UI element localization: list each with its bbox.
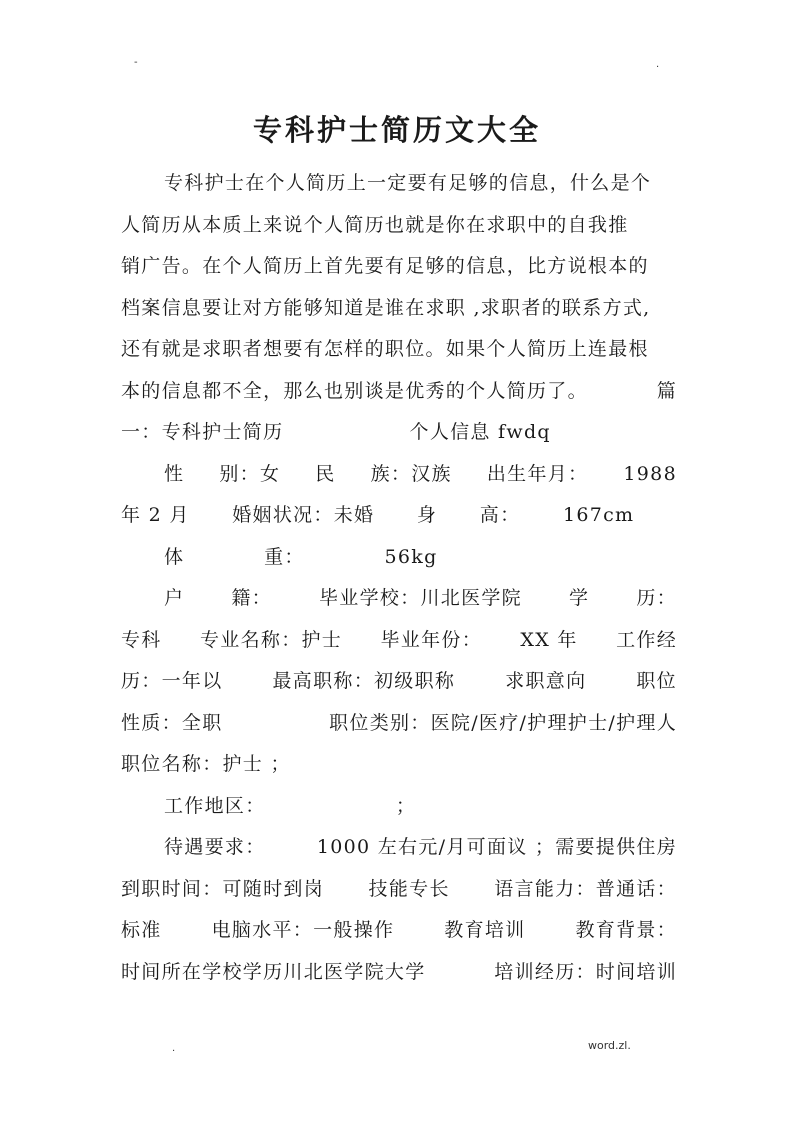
text-segment: ； (395, 794, 417, 817)
text-segment: 毕业学校：川北医学院 (318, 587, 522, 609)
text-segment: 还有就是求职者想要有怎样的职位。如果个人简历上连最根 (121, 338, 649, 360)
document-title: 专科护士简历文大全 (252, 113, 541, 147)
text-segment: 个人信息 fwdq (409, 421, 551, 443)
text-segment: 教育培训 (444, 919, 526, 941)
text-segment: 到职时间：可随时到岗 (121, 877, 325, 900)
text-segment: 技能专长 (368, 877, 450, 900)
text-line (121, 412, 677, 454)
text-segment: 专科 (121, 628, 162, 651)
corner-mark-top-left: - (134, 57, 138, 68)
text-segment: 职位类别：医院/医疗/护理护士/护理人 (329, 711, 677, 734)
text-segment: 历：一年以 (121, 670, 223, 692)
text-segment: 身 (416, 504, 438, 526)
text-segment: 销广告。在个人简历上首先要有足够的信息，比方说根本的 (121, 255, 649, 277)
text-segment: 篇 (656, 379, 677, 402)
text-segment: 56kg (384, 545, 438, 568)
text-line (121, 578, 677, 620)
text-segment: 167cm (562, 504, 635, 526)
text-segment: 年 2 月 (121, 504, 190, 526)
text-line (121, 246, 677, 288)
text-segment: 待遇要求： (164, 836, 266, 858)
text-segment: 重： (264, 545, 305, 568)
corner-mark-bottom-left: . (172, 1043, 176, 1054)
text-segment: 本的信息都不全，那么也别谈是优秀的个人简历了。 (121, 379, 588, 402)
text-segment: 别：女 (219, 462, 281, 485)
text-line (121, 163, 677, 205)
text-line (121, 744, 677, 786)
text-segment: 标准 (121, 919, 162, 941)
text-segment: 专业名称：护士 (200, 628, 343, 651)
text-segment: 户 (164, 587, 185, 609)
text-line (121, 205, 677, 247)
text-segment: 求职意向 (505, 670, 587, 692)
text-segment: 1000 左右元/月可面议 ；需要提供住房 (316, 836, 677, 858)
text-segment: 学 (569, 587, 590, 609)
text-line (121, 910, 677, 952)
text-line (121, 537, 677, 579)
text-segment: 毕业年份： (380, 628, 483, 651)
text-segment: 时间所在学校学历川北医学院大学 (121, 960, 426, 983)
text-line (121, 703, 677, 745)
text-segment: 族：汉族 (370, 462, 452, 485)
text-segment: 性 (164, 462, 185, 485)
document-body (121, 163, 677, 993)
text-line (121, 329, 677, 371)
text-segment: 最高职称：初级职称 (272, 670, 456, 692)
text-segment: 籍： (231, 587, 272, 609)
text-segment: 档案信息要让对方能够知道是谁在求职 ,求职者的联系方式, (121, 296, 651, 319)
text-segment: 历： (636, 587, 677, 609)
text-line (121, 620, 677, 662)
text-segment: 培训经历：时间培训 (494, 960, 677, 983)
text-segment: 性质：全职 (121, 711, 223, 734)
text-segment: 婚姻状况：未婚 (232, 504, 375, 526)
text-line (121, 661, 677, 703)
text-segment: 1988 (623, 462, 677, 485)
text-line (121, 952, 677, 994)
text-line (121, 288, 677, 330)
corner-mark-top-right: . (656, 59, 660, 70)
text-line (121, 454, 677, 496)
page-footer-label: word.zl. (588, 1039, 631, 1052)
text-line (121, 827, 677, 869)
text-segment: 高： (479, 504, 521, 526)
text-segment: 职位名称：护士 ； (121, 753, 291, 775)
text-segment: 一：专科护士简历 (121, 421, 284, 443)
text-segment: 职位 (636, 670, 677, 692)
text-segment: 民 (315, 462, 336, 485)
text-segment: 出生年月： (486, 462, 589, 485)
text-segment: XX 年 (520, 628, 578, 651)
text-segment: 专科护士在个人简历上一定要有足够的信息，什么是个 (164, 172, 652, 194)
text-line (121, 869, 677, 911)
text-segment: 电脑水平：一般操作 (211, 919, 395, 941)
text-line (121, 786, 677, 828)
text-line (121, 495, 677, 537)
text-segment: 工作经 (616, 628, 677, 651)
text-segment: 教育背景： (575, 919, 677, 941)
text-segment: 语言能力：普通话： (494, 877, 677, 900)
text-segment: 工作地区： (164, 794, 266, 817)
text-segment: 人简历从本质上来说个人简历也就是你在求职中的自我推 (121, 213, 629, 236)
text-line (121, 371, 677, 413)
text-segment: 体 (164, 545, 185, 568)
